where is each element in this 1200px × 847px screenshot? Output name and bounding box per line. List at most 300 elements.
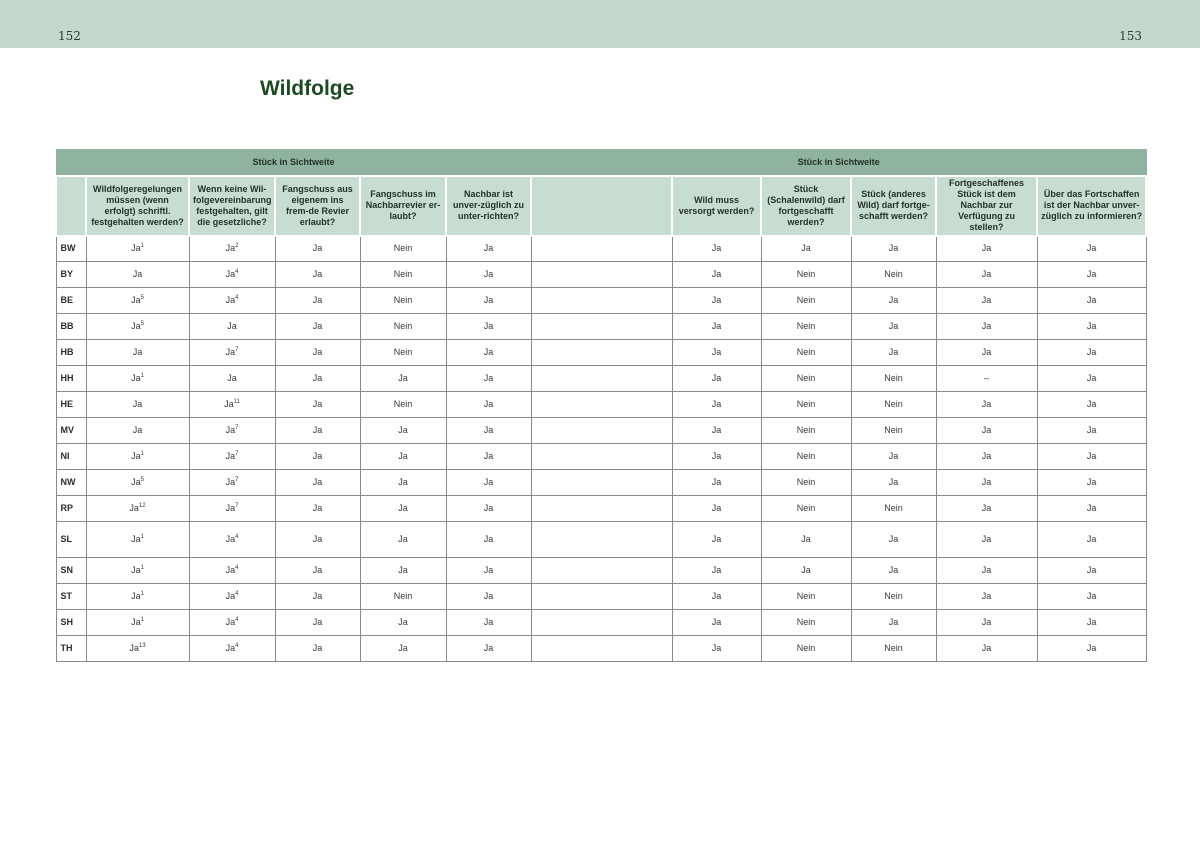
footnote-marker: 7 <box>235 425 239 431</box>
cell-value: Ja <box>1086 425 1097 435</box>
table-cell <box>360 584 446 610</box>
cell-value: Ja <box>225 643 236 653</box>
table-cell <box>851 262 936 288</box>
cell-value: Ja <box>312 534 323 544</box>
table-cell <box>1037 288 1146 314</box>
table-cell <box>851 444 936 470</box>
table-cell <box>360 262 446 288</box>
table-cell <box>189 392 275 418</box>
cell-value: Ja <box>888 243 899 254</box>
cell-value: Ja <box>398 643 408 653</box>
table-cell <box>446 236 531 262</box>
table-cell <box>761 418 851 444</box>
cell-value: Nein <box>796 591 816 601</box>
table-cell <box>761 392 851 418</box>
table-row <box>56 314 1146 340</box>
cell-value: Ja <box>483 617 494 627</box>
cell-value: Ja <box>131 373 141 383</box>
cell-value: Ja <box>1086 565 1097 575</box>
cell-value: Nein <box>796 451 816 461</box>
table-cell <box>1037 522 1146 558</box>
cell-value: Ja <box>483 451 494 461</box>
column-header: Wild muss versorgt werden? <box>672 176 761 236</box>
table-cell <box>360 610 446 636</box>
table-cell <box>1037 636 1146 662</box>
table-cell <box>189 418 275 444</box>
state-code-cell <box>56 262 86 288</box>
column-header: Wenn keine Wil-folgevereinbarung festgehalten, gilt die gesetzliche? <box>189 176 275 236</box>
empty-cell <box>531 496 672 522</box>
cell-value: Ja <box>981 295 992 305</box>
table-cell <box>446 636 531 662</box>
cell-value: Ja <box>711 295 722 305</box>
cell-value: Ja <box>1086 295 1097 305</box>
cell-value: Ja <box>129 643 139 653</box>
empty-cell <box>531 558 672 584</box>
cell-value: Ja <box>483 565 494 575</box>
cell-value: RP <box>60 503 74 513</box>
cell-value: Ja <box>225 565 236 575</box>
state-code-cell <box>56 470 86 496</box>
cell-value: Ja <box>131 243 141 254</box>
cell-value: Ja <box>398 477 408 487</box>
cell-value: Ja <box>132 425 143 435</box>
state-code-cell <box>56 340 86 366</box>
table-cell <box>672 610 761 636</box>
table-cell <box>672 470 761 496</box>
page-number-right: 153 <box>1119 29 1142 43</box>
cell-value: Ja <box>225 347 236 357</box>
table-cell <box>360 366 446 392</box>
empty-cell <box>531 636 672 662</box>
table-cell <box>360 636 446 662</box>
page-title: Wildfolge <box>260 77 355 100</box>
state-code-cell <box>56 584 86 610</box>
cell-value: ST <box>60 591 73 601</box>
table-cell <box>86 496 189 522</box>
cell-value: Ja <box>981 565 992 575</box>
column-header: Fangschuss im Nachbarrevier er-laubt? <box>360 176 446 236</box>
empty-cell <box>531 584 672 610</box>
table-cell <box>275 470 360 496</box>
table-cell <box>761 636 851 662</box>
table-cell <box>189 610 275 636</box>
table-cell <box>275 340 360 366</box>
cell-value: Nein <box>796 617 816 627</box>
table-cell <box>360 314 446 340</box>
table-cell <box>672 584 761 610</box>
table-row <box>56 288 1146 314</box>
cell-value: Ja <box>312 617 323 627</box>
cell-value: Nein <box>796 269 816 279</box>
cell-value: Ja <box>1086 399 1097 409</box>
cell-value: Ja <box>131 321 141 331</box>
cell-value: TH <box>60 643 73 653</box>
cell-value: Ja <box>1086 643 1097 653</box>
table-row <box>56 366 1146 392</box>
table-cell <box>761 444 851 470</box>
footnote-marker: 7 <box>235 451 239 457</box>
table-cell <box>936 522 1037 558</box>
table-cell <box>851 470 936 496</box>
cell-value: BY <box>60 269 74 279</box>
cell-value: Ja <box>981 534 992 544</box>
table-row <box>56 636 1146 662</box>
footnote-marker: 4 <box>235 534 239 540</box>
table-row <box>56 610 1146 636</box>
cell-value: Ja <box>483 269 494 279</box>
cell-value: Ja <box>1086 373 1097 383</box>
footnote-marker: 1 <box>140 534 144 540</box>
cell-value: Ja <box>483 643 494 653</box>
table-cell <box>1037 418 1146 444</box>
table-cell <box>1037 366 1146 392</box>
table-cell <box>672 340 761 366</box>
table-cell <box>275 496 360 522</box>
cell-value: Ja <box>711 399 722 409</box>
footnote-marker: 1 <box>140 451 144 457</box>
table-row <box>56 262 1146 288</box>
table-cell <box>189 496 275 522</box>
table-cell <box>446 392 531 418</box>
table-cell <box>936 262 1037 288</box>
cell-value: Ja <box>225 477 236 487</box>
table-cell <box>360 444 446 470</box>
table-cell <box>446 444 531 470</box>
cell-value: Ja <box>312 399 323 409</box>
table-cell <box>275 584 360 610</box>
group-header-row <box>56 150 1146 176</box>
cell-value: Ja <box>711 477 722 487</box>
table-cell <box>936 288 1037 314</box>
state-code-cell <box>56 418 86 444</box>
column-header <box>531 176 672 236</box>
empty-cell <box>531 262 672 288</box>
table-cell <box>672 262 761 288</box>
cell-value: Ja <box>312 295 323 305</box>
table-body <box>56 236 1146 662</box>
table-cell <box>189 262 275 288</box>
table-cell <box>672 496 761 522</box>
empty-cell <box>531 470 672 496</box>
cell-value: Ja <box>312 425 323 435</box>
cell-value: Ja <box>888 451 899 461</box>
table-cell <box>275 262 360 288</box>
empty-cell <box>531 340 672 366</box>
cell-value: Ja <box>1086 534 1097 544</box>
empty-cell <box>531 418 672 444</box>
table-cell <box>86 236 189 262</box>
table-cell <box>936 340 1037 366</box>
table-cell <box>1037 314 1146 340</box>
table-row <box>56 392 1146 418</box>
cell-value: BB <box>60 321 74 331</box>
cell-value: Ja <box>981 243 992 254</box>
footnote-marker: 4 <box>235 565 239 571</box>
table-cell <box>851 340 936 366</box>
cell-value: Ja <box>1086 617 1097 627</box>
cell-value: Nein <box>796 295 816 305</box>
cell-value: Ja <box>483 373 494 383</box>
cell-value: Ja <box>131 534 141 544</box>
cell-value: Ja <box>981 425 992 435</box>
state-code-cell <box>56 610 86 636</box>
table-cell <box>86 340 189 366</box>
cell-value: Ja <box>711 373 722 383</box>
cell-value: Ja <box>711 451 722 461</box>
table-cell <box>1037 584 1146 610</box>
cell-value: Ja <box>483 321 494 331</box>
footnote-marker: 1 <box>140 243 144 250</box>
cell-value: Ja <box>981 477 992 487</box>
cell-value: Ja <box>801 565 811 575</box>
cell-value: NI <box>60 451 70 461</box>
table-cell <box>761 262 851 288</box>
column-header: Wildfolgeregelungen müssen (wenn erfolgt) schriftl. festgehalten werden? <box>86 176 189 236</box>
cell-value: MV <box>60 425 74 435</box>
table-cell <box>1037 236 1146 262</box>
cell-value: Ja <box>131 295 141 305</box>
table-cell <box>275 366 360 392</box>
cell-value: Ja <box>483 534 494 544</box>
cell-value: Ja <box>131 591 141 601</box>
empty-cell <box>531 392 672 418</box>
cell-value: Ja <box>225 243 236 254</box>
table-cell <box>446 314 531 340</box>
cell-value: Ja <box>981 617 992 627</box>
footnote-marker: 2 <box>235 243 239 250</box>
cell-value: Ja <box>888 617 899 627</box>
table-row <box>56 584 1146 610</box>
cell-value: Ja <box>312 373 323 383</box>
table-cell <box>86 392 189 418</box>
cell-value: Ja <box>132 347 143 357</box>
table-cell <box>446 522 531 558</box>
cell-value: Ja <box>1086 477 1097 487</box>
footnote-marker: 1 <box>140 617 144 623</box>
cell-value: Nein <box>796 425 816 435</box>
table-cell <box>761 236 851 262</box>
table-cell <box>761 340 851 366</box>
table-cell <box>275 558 360 584</box>
table-cell <box>86 522 189 558</box>
cell-value: Ja <box>227 373 237 383</box>
wildfolge-table <box>55 149 1147 662</box>
cell-value: Ja <box>888 321 899 331</box>
table-cell <box>86 558 189 584</box>
table-cell <box>936 236 1037 262</box>
cell-value: Ja <box>225 503 236 513</box>
table-row <box>56 470 1146 496</box>
cell-value: Ja <box>224 399 234 409</box>
cell-value: Ja <box>225 295 236 305</box>
cell-value: Ja <box>711 643 722 653</box>
cell-value: Nein <box>884 269 903 279</box>
empty-cell <box>531 314 672 340</box>
table-cell <box>360 288 446 314</box>
table-cell <box>446 470 531 496</box>
table-cell <box>851 418 936 444</box>
table-cell <box>360 470 446 496</box>
cell-value: Ja <box>483 243 494 254</box>
table-cell <box>86 262 189 288</box>
cell-value: Ja <box>1086 451 1097 461</box>
cell-value: Nein <box>884 425 903 435</box>
column-header: Stück (Schalenwild) darf fortgeschafft werden? <box>761 176 851 236</box>
cell-value: Nein <box>884 503 903 513</box>
table-cell <box>86 444 189 470</box>
column-header: Fangschuss aus eigenem ins frem-de Revier erlaubt? <box>275 176 360 236</box>
page-number-left: 152 <box>58 29 81 43</box>
table-cell <box>851 558 936 584</box>
cell-value: Ja <box>801 534 811 544</box>
cell-value: Ja <box>711 565 722 575</box>
table-cell <box>360 392 446 418</box>
cell-value: Ja <box>225 591 236 601</box>
cell-value: – <box>984 373 990 383</box>
table-cell <box>851 314 936 340</box>
cell-value: Ja <box>312 321 323 331</box>
cell-value: Nein <box>884 643 903 653</box>
table-cell <box>936 418 1037 444</box>
cell-value: SL <box>60 534 73 544</box>
cell-value: Ja <box>398 617 408 627</box>
empty-cell <box>531 288 672 314</box>
footnote-marker: 1 <box>140 591 144 597</box>
table-cell <box>189 314 275 340</box>
cell-value: Ja <box>312 347 323 357</box>
cell-value: Ja <box>888 347 899 357</box>
footnote-marker: 5 <box>140 295 144 301</box>
cell-value: Ja <box>132 269 143 279</box>
table-cell <box>936 558 1037 584</box>
table-cell <box>1037 392 1146 418</box>
empty-cell <box>531 610 672 636</box>
empty-cell <box>531 366 672 392</box>
table-cell <box>446 610 531 636</box>
footnote-marker: 5 <box>140 321 144 327</box>
footnote-marker: 5 <box>140 477 144 483</box>
table-cell <box>761 584 851 610</box>
table-row <box>56 496 1146 522</box>
cell-value: SH <box>60 617 74 627</box>
cell-value: Ja <box>981 503 992 513</box>
table-cell <box>275 236 360 262</box>
column-header-row <box>56 176 1146 236</box>
empty-cell <box>531 444 672 470</box>
footnote-marker: 1 <box>140 373 144 379</box>
cell-value: Ja <box>888 477 899 487</box>
table-cell <box>446 288 531 314</box>
cell-value: Nein <box>393 399 413 409</box>
cell-value: Ja <box>1086 591 1097 601</box>
cell-value: Ja <box>1086 243 1097 254</box>
table-cell <box>761 558 851 584</box>
table-cell <box>761 314 851 340</box>
cell-value: Ja <box>129 503 139 513</box>
table-cell <box>86 636 189 662</box>
column-header: Nachbar ist unver-züglich zu unter-richten? <box>446 176 531 236</box>
cell-value: Ja <box>483 399 494 409</box>
table-cell <box>86 610 189 636</box>
table-cell <box>1037 444 1146 470</box>
cell-value: Ja <box>483 591 494 601</box>
cell-value: Ja <box>398 534 408 544</box>
column-header: Stück (anderes Wild) darf fortge-schafft werden? <box>851 176 936 236</box>
cell-value: Ja <box>398 425 408 435</box>
table-cell <box>672 558 761 584</box>
footnote-marker: 1 <box>140 565 144 571</box>
cell-value: Ja <box>711 591 722 601</box>
empty-cell <box>531 236 672 262</box>
page-header-band <box>0 0 1200 48</box>
table-cell <box>360 496 446 522</box>
table-cell <box>1037 262 1146 288</box>
table-cell <box>446 584 531 610</box>
table-row <box>56 418 1146 444</box>
state-code-cell <box>56 522 86 558</box>
cell-value: Nein <box>796 643 816 653</box>
cell-value: Ja <box>483 503 494 513</box>
table-cell <box>851 610 936 636</box>
table-cell <box>275 636 360 662</box>
table-cell <box>446 366 531 392</box>
table-row <box>56 340 1146 366</box>
table-cell <box>851 636 936 662</box>
table-row <box>56 236 1146 262</box>
cell-value: Ja <box>981 321 992 331</box>
cell-value: Ja <box>131 617 141 627</box>
footnote-marker: 4 <box>235 617 239 623</box>
cell-value: Ja <box>981 451 992 461</box>
cell-value: Nein <box>884 591 903 601</box>
cell-value: Ja <box>711 503 722 513</box>
cell-value: Ja <box>711 617 722 627</box>
table-cell <box>446 262 531 288</box>
cell-value: Ja <box>398 503 408 513</box>
cell-value: Ja <box>312 503 323 513</box>
cell-value: Ja <box>131 477 141 487</box>
cell-value: Ja <box>398 451 408 461</box>
table-cell <box>851 236 936 262</box>
cell-value: Ja <box>711 347 722 357</box>
table-cell <box>672 236 761 262</box>
cell-value: Ja <box>312 269 323 279</box>
table-cell <box>936 470 1037 496</box>
table-cell <box>275 522 360 558</box>
table-cell <box>86 288 189 314</box>
cell-value: Ja <box>981 643 992 653</box>
cell-value: Ja <box>711 534 722 544</box>
table-cell <box>761 522 851 558</box>
state-code-cell <box>56 236 86 262</box>
table-cell <box>446 340 531 366</box>
table-cell <box>761 366 851 392</box>
cell-value: SN <box>60 565 74 575</box>
table-cell <box>1037 470 1146 496</box>
table-cell <box>672 418 761 444</box>
table-cell <box>275 444 360 470</box>
cell-value: Ja <box>711 425 722 435</box>
footnote-marker: 13 <box>138 643 146 649</box>
cell-value: Ja <box>888 565 899 575</box>
cell-value: Ja <box>888 295 899 305</box>
table-cell <box>851 366 936 392</box>
table-row <box>56 444 1146 470</box>
cell-value: Nein <box>393 269 413 279</box>
state-code-cell <box>56 314 86 340</box>
footnote-marker: 11 <box>233 399 240 405</box>
